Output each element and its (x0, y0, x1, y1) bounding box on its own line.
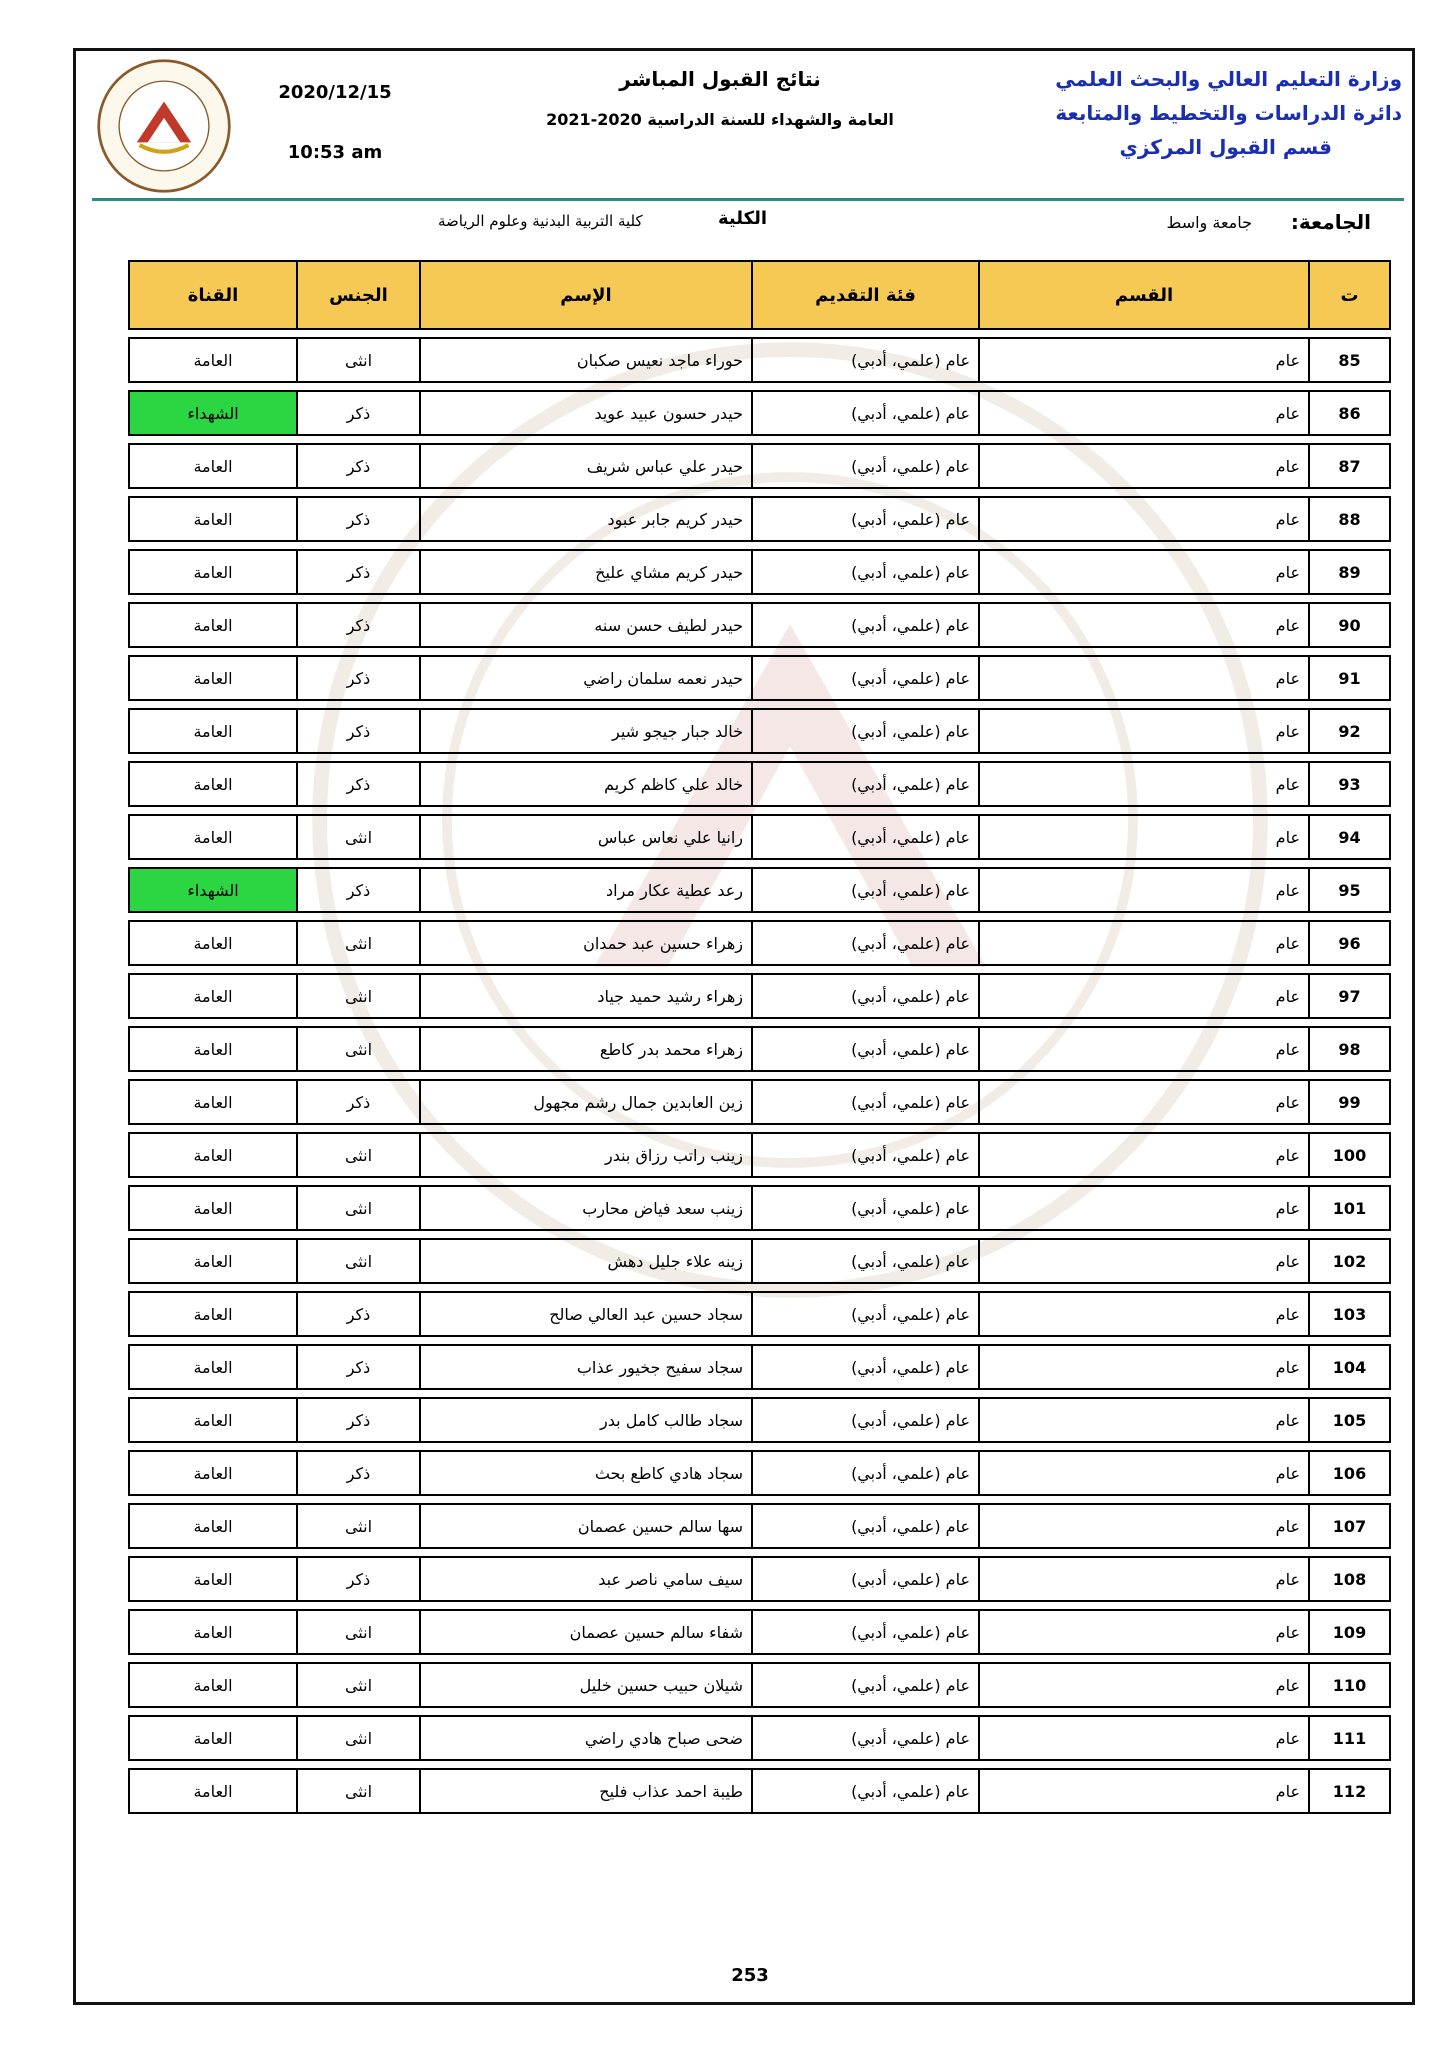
college-value: كلية التربية البدنية وعلوم الرياضة (438, 212, 643, 230)
row-channel: العامة (128, 814, 296, 860)
row-student-name: خالد علي كاظم كريم (419, 761, 751, 807)
row-number: 111 (1308, 1715, 1391, 1761)
row-gender: انثى (296, 1662, 419, 1708)
table-header-row (128, 260, 1391, 330)
row-number: 99 (1308, 1079, 1391, 1125)
table-row (128, 1344, 1391, 1390)
header-divider (92, 198, 1404, 201)
row-channel: العامة (128, 1079, 296, 1125)
row-number: 102 (1308, 1238, 1391, 1284)
row-category: عام (علمي، أدبي) (751, 1291, 978, 1337)
row-student-name: حيدر علي عباس شريف (419, 443, 751, 489)
row-gender: ذكر (296, 390, 419, 436)
print-time: 10:53 am (287, 142, 383, 163)
row-number: 100 (1308, 1132, 1391, 1178)
table-row (128, 1185, 1391, 1231)
table-row (128, 655, 1391, 701)
row-gender: انثى (296, 1715, 419, 1761)
row-channel: العامة (128, 920, 296, 966)
ministry-line-2: دائرة الدراسات والتخطيط والمتابعة (1055, 101, 1402, 125)
row-channel: العامة (128, 549, 296, 595)
row-category: عام (علمي، أدبي) (751, 920, 978, 966)
row-gender: انثى (296, 1238, 419, 1284)
row-category: عام (علمي، أدبي) (751, 655, 978, 701)
row-channel: العامة (128, 655, 296, 701)
row-number: 96 (1308, 920, 1391, 966)
row-number: 95 (1308, 867, 1391, 913)
row-category: عام (علمي، أدبي) (751, 761, 978, 807)
row-channel: العامة (128, 496, 296, 542)
row-department: عام (978, 443, 1308, 489)
row-gender: ذكر (296, 708, 419, 754)
table-row (128, 708, 1391, 754)
table-row (128, 1397, 1391, 1443)
row-student-name: سجاد هادي كاطع بحث (419, 1450, 751, 1496)
row-category: عام (علمي، أدبي) (751, 1556, 978, 1602)
row-channel: العامة (128, 1238, 296, 1284)
row-department: عام (978, 1132, 1308, 1178)
row-channel: العامة (128, 1397, 296, 1443)
row-department: عام (978, 1662, 1308, 1708)
row-category: عام (علمي، أدبي) (751, 1132, 978, 1178)
row-channel: العامة (128, 1715, 296, 1761)
table-row (128, 1768, 1391, 1814)
row-gender: انثى (296, 1609, 419, 1655)
table-row (128, 1291, 1391, 1337)
row-category: عام (علمي، أدبي) (751, 602, 978, 648)
row-gender: انثى (296, 1026, 419, 1072)
row-channel: الشهداء (128, 867, 296, 913)
row-student-name: حيدر لطيف حسن سنه (419, 602, 751, 648)
row-department: عام (978, 602, 1308, 648)
document-subtitle: العامة والشهداء للسنة الدراسية 2020-2021 (546, 110, 894, 129)
table-row (128, 549, 1391, 595)
row-channel: العامة (128, 973, 296, 1019)
row-department: عام (978, 1344, 1308, 1390)
row-department: عام (978, 549, 1308, 595)
col-header-department: القسم (978, 260, 1308, 330)
table-row (128, 761, 1391, 807)
university-label: الجامعة: (1290, 210, 1371, 234)
university-value: جامعة واسط (1166, 213, 1252, 232)
row-number: 86 (1308, 390, 1391, 436)
row-channel: العامة (128, 1503, 296, 1549)
print-date: 2020/12/15 (278, 82, 392, 103)
row-number: 98 (1308, 1026, 1391, 1072)
row-number: 107 (1308, 1503, 1391, 1549)
row-student-name: حيدر كريم مشاي عليخ (419, 549, 751, 595)
row-gender: ذكر (296, 1344, 419, 1390)
row-gender: انثى (296, 337, 419, 383)
row-category: عام (علمي، أدبي) (751, 390, 978, 436)
row-channel: العامة (128, 1291, 296, 1337)
row-category: عام (علمي، أدبي) (751, 1397, 978, 1443)
row-gender: ذكر (296, 549, 419, 595)
table-row (128, 867, 1391, 913)
table-row (128, 1715, 1391, 1761)
col-header-number: ت (1308, 260, 1391, 330)
row-number: 103 (1308, 1291, 1391, 1337)
row-channel: العامة (128, 1609, 296, 1655)
row-number: 112 (1308, 1768, 1391, 1814)
row-channel: العامة (128, 1662, 296, 1708)
table-row (128, 1662, 1391, 1708)
row-student-name: حيدر حسون عبيد عويد (419, 390, 751, 436)
row-gender: ذكر (296, 655, 419, 701)
row-channel: العامة (128, 1026, 296, 1072)
row-gender: ذكر (296, 761, 419, 807)
row-department: عام (978, 1238, 1308, 1284)
row-number: 91 (1308, 655, 1391, 701)
row-gender: انثى (296, 920, 419, 966)
row-category: عام (علمي، أدبي) (751, 443, 978, 489)
table-body (128, 337, 1391, 1814)
row-student-name: زينب راتب رزاق بندر (419, 1132, 751, 1178)
row-number: 90 (1308, 602, 1391, 648)
row-number: 108 (1308, 1556, 1391, 1602)
row-student-name: شفاء سالم حسين عصمان (419, 1609, 751, 1655)
table-row (128, 1556, 1391, 1602)
row-student-name: زهراء محمد بدر كاطع (419, 1026, 751, 1072)
row-category: عام (علمي، أدبي) (751, 708, 978, 754)
row-department: عام (978, 761, 1308, 807)
row-student-name: رانيا علي نعاس عباس (419, 814, 751, 860)
row-number: 109 (1308, 1609, 1391, 1655)
row-gender: ذكر (296, 1556, 419, 1602)
college-label: الكلية (718, 208, 768, 229)
row-channel: العامة (128, 761, 296, 807)
row-department: عام (978, 1768, 1308, 1814)
row-student-name: سجاد طالب كامل بدر (419, 1397, 751, 1443)
table-row (128, 1238, 1391, 1284)
row-channel: العامة (128, 1556, 296, 1602)
row-category: عام (علمي، أدبي) (751, 814, 978, 860)
ministry-header (1042, 62, 1402, 164)
col-header-category: فئة التقديم (751, 260, 978, 330)
row-category: عام (علمي، أدبي) (751, 1185, 978, 1231)
row-gender: ذكر (296, 1397, 419, 1443)
table-row (128, 920, 1391, 966)
row-category: عام (علمي، أدبي) (751, 1715, 978, 1761)
row-department: عام (978, 1397, 1308, 1443)
row-number: 106 (1308, 1450, 1391, 1496)
row-category: عام (علمي، أدبي) (751, 973, 978, 1019)
row-department: عام (978, 708, 1308, 754)
table-row (128, 337, 1391, 383)
row-department: عام (978, 1556, 1308, 1602)
row-category: عام (علمي، أدبي) (751, 1503, 978, 1549)
row-channel: العامة (128, 1344, 296, 1390)
ministry-line-1: وزارة التعليم العالي والبحث العلمي (1055, 67, 1402, 91)
row-student-name: سجاد سفيح جخيور عذاب (419, 1344, 751, 1390)
row-channel: العامة (128, 602, 296, 648)
row-gender: انثى (296, 1768, 419, 1814)
table-row (128, 602, 1391, 648)
row-category: عام (علمي، أدبي) (751, 496, 978, 542)
row-department: عام (978, 1185, 1308, 1231)
row-department: عام (978, 496, 1308, 542)
row-gender: انثى (296, 973, 419, 1019)
row-student-name: سها سالم حسين عصمان (419, 1503, 751, 1549)
row-department: عام (978, 1079, 1308, 1125)
table-row (128, 1132, 1391, 1178)
row-channel: العامة (128, 1768, 296, 1814)
row-department: عام (978, 337, 1308, 383)
table-row (128, 814, 1391, 860)
row-category: عام (علمي، أدبي) (751, 549, 978, 595)
row-category: عام (علمي، أدبي) (751, 1450, 978, 1496)
row-number: 101 (1308, 1185, 1391, 1231)
row-category: عام (علمي، أدبي) (751, 337, 978, 383)
row-student-name: زين العابدين جمال رشم مجهول (419, 1079, 751, 1125)
row-department: عام (978, 1450, 1308, 1496)
row-category: عام (علمي، أدبي) (751, 1768, 978, 1814)
row-department: عام (978, 390, 1308, 436)
row-category: عام (علمي، أدبي) (751, 1609, 978, 1655)
row-gender: ذكر (296, 1079, 419, 1125)
row-category: عام (علمي، أدبي) (751, 1026, 978, 1072)
row-number: 88 (1308, 496, 1391, 542)
row-channel: العامة (128, 337, 296, 383)
table-row (128, 496, 1391, 542)
row-number: 104 (1308, 1344, 1391, 1390)
row-number: 93 (1308, 761, 1391, 807)
row-student-name: حوراء ماجد نعيس صكبان (419, 337, 751, 383)
table-row (128, 1079, 1391, 1125)
row-student-name: زهراء رشيد حميد جياد (419, 973, 751, 1019)
row-gender: ذكر (296, 1291, 419, 1337)
row-number: 105 (1308, 1397, 1391, 1443)
table-row (128, 443, 1391, 489)
row-channel: العامة (128, 1185, 296, 1231)
row-category: عام (علمي، أدبي) (751, 1238, 978, 1284)
col-header-name: الإسم (419, 260, 751, 330)
row-gender: انثى (296, 1503, 419, 1549)
row-student-name: زينه علاء جليل دهش (419, 1238, 751, 1284)
row-student-name: حيدر نعمه سلمان راضي (419, 655, 751, 701)
row-channel: العامة (128, 708, 296, 754)
admission-results-table (128, 253, 1391, 1821)
row-gender: ذكر (296, 602, 419, 648)
row-number: 92 (1308, 708, 1391, 754)
row-student-name: سجاد حسين عبد العالي صالح (419, 1291, 751, 1337)
row-number: 94 (1308, 814, 1391, 860)
row-department: عام (978, 1026, 1308, 1072)
ministry-line-3: قسم القبول المركزي (1119, 135, 1332, 159)
row-department: عام (978, 655, 1308, 701)
row-channel: الشهداء (128, 390, 296, 436)
col-header-gender: الجنس (296, 260, 419, 330)
table-row (128, 1450, 1391, 1496)
row-gender: انثى (296, 1185, 419, 1231)
row-department: عام (978, 1609, 1308, 1655)
row-number: 110 (1308, 1662, 1391, 1708)
table-row (128, 1026, 1391, 1072)
row-category: عام (علمي، أدبي) (751, 867, 978, 913)
row-gender: ذكر (296, 867, 419, 913)
row-category: عام (علمي، أدبي) (751, 1344, 978, 1390)
row-category: عام (علمي، أدبي) (751, 1079, 978, 1125)
row-student-name: زهراء حسين عبد حمدان (419, 920, 751, 966)
row-department: عام (978, 867, 1308, 913)
row-department: عام (978, 1715, 1308, 1761)
row-department: عام (978, 1291, 1308, 1337)
row-channel: العامة (128, 1450, 296, 1496)
row-number: 97 (1308, 973, 1391, 1019)
row-gender: ذكر (296, 496, 419, 542)
table-row (128, 973, 1391, 1019)
document-title-block (540, 62, 900, 134)
row-department: عام (978, 973, 1308, 1019)
row-category: عام (علمي، أدبي) (751, 1662, 978, 1708)
row-gender: انثى (296, 814, 419, 860)
row-number: 87 (1308, 443, 1391, 489)
row-student-name: زينب سعد فياض محارب (419, 1185, 751, 1231)
col-header-channel: القناة (128, 260, 296, 330)
row-gender: ذكر (296, 443, 419, 489)
table-row (128, 1609, 1391, 1655)
row-department: عام (978, 920, 1308, 966)
row-number: 89 (1308, 549, 1391, 595)
row-student-name: سيف سامي ناصر عبد (419, 1556, 751, 1602)
row-department: عام (978, 814, 1308, 860)
row-student-name: رعد عطية عكار مراد (419, 867, 751, 913)
table-row (128, 390, 1391, 436)
table-row (128, 1503, 1391, 1549)
ministry-logo (96, 58, 232, 194)
row-gender: ذكر (296, 1450, 419, 1496)
row-channel: العامة (128, 1132, 296, 1178)
row-channel: العامة (128, 443, 296, 489)
row-gender: انثى (296, 1132, 419, 1178)
page-number: 253 (731, 1965, 769, 1986)
row-student-name: طيبة احمد عذاب فليح (419, 1768, 751, 1814)
row-student-name: شيلان حبيب حسين خليل (419, 1662, 751, 1708)
row-student-name: حيدر كريم جابر عبود (419, 496, 751, 542)
document-title: نتائج القبول المباشر (619, 67, 821, 91)
row-number: 85 (1308, 337, 1391, 383)
row-department: عام (978, 1503, 1308, 1549)
row-student-name: ضحى صباح هادي راضي (419, 1715, 751, 1761)
row-student-name: خالد جبار جيجو شير (419, 708, 751, 754)
